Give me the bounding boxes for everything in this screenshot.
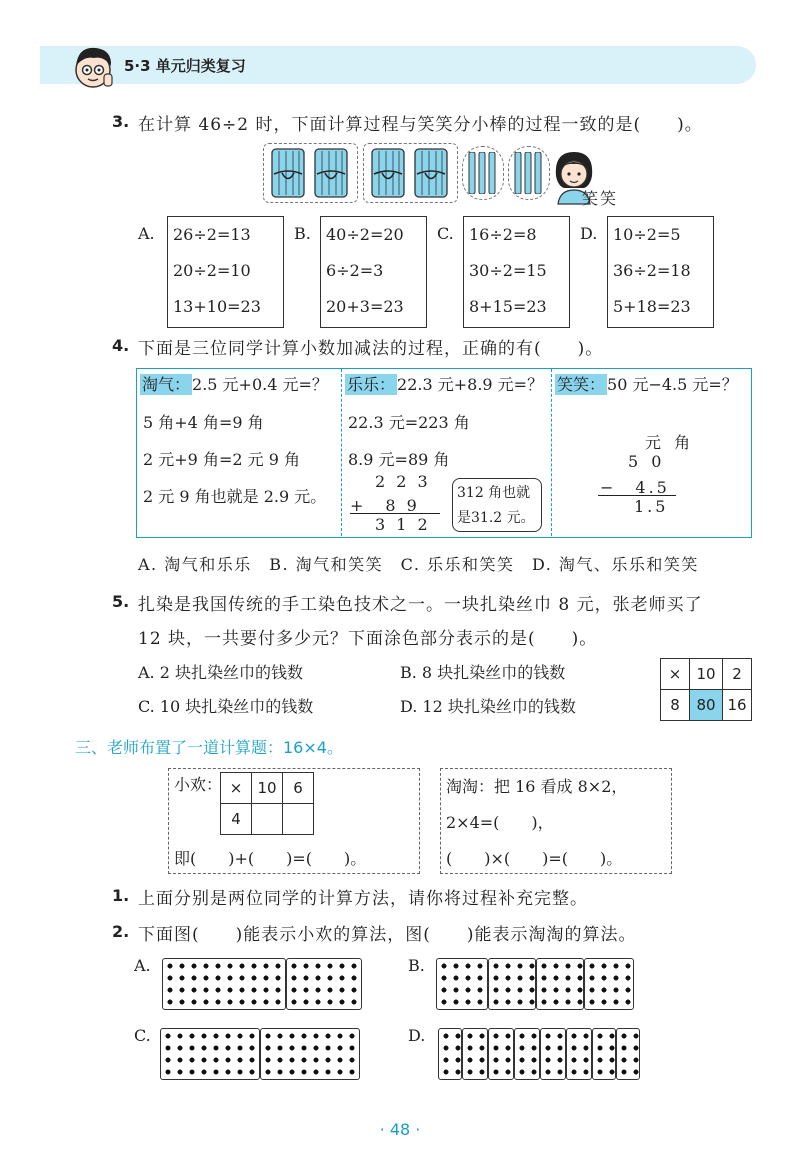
- calc-line: 26÷2=13: [173, 225, 251, 244]
- xiaohuan-equation: 即( )+( )=( )。: [174, 849, 367, 868]
- q5-text-line2: 12 块，一共要付多少元？下面涂色部分表示的是( )。: [138, 629, 598, 649]
- xiaohuan-name: 小欢：: [174, 775, 223, 794]
- table-cell: 2: [723, 659, 752, 690]
- dot-array-a-left: [162, 958, 286, 1010]
- calc-line: 20÷2=10: [173, 261, 251, 280]
- dot-array-d-8: [616, 1028, 640, 1080]
- grid-cell: ×: [221, 773, 252, 804]
- taoqi-step: 2 元 9 角也就是 2.9 元。: [143, 487, 327, 506]
- q5-option-c: C. 10 块扎染丝巾的钱数: [138, 697, 314, 716]
- q3-option-c-label: C.: [437, 224, 454, 243]
- figure-label-c: C.: [134, 1026, 151, 1045]
- q3-option-b-label: B.: [294, 224, 311, 243]
- dot-array-c-left: [160, 1028, 260, 1080]
- lele-problem: 22.3 元+8.9 元=？: [397, 375, 544, 394]
- lele-vertical-line: 3 1 2: [375, 515, 431, 534]
- q3-option-d-label: D.: [580, 224, 598, 243]
- page-number: · 48 ·: [379, 1120, 421, 1139]
- taoqi-step: 5 角+4 角=9 角: [143, 413, 264, 432]
- stick-bundle-icon: [270, 148, 306, 198]
- q3-option-b-box: [320, 216, 427, 328]
- section-label: 5·3 单元归类复习: [124, 57, 246, 75]
- dot-array-d-6: [566, 1028, 592, 1080]
- xiaoxiao-unit-header: 元 角: [645, 433, 695, 452]
- q5-number: 5.: [112, 592, 130, 611]
- q5-option-a: A. 2 块扎染丝巾的钱数: [138, 663, 303, 682]
- calc-line: 5+18=23: [613, 297, 691, 316]
- dot-array-b-3: [536, 958, 584, 1010]
- dot-array-d-1: [438, 1028, 462, 1080]
- answer-cell[interactable]: [252, 804, 283, 835]
- xiaoxiao-vertical-line: 5 0: [628, 452, 666, 471]
- q5-option-d: D. 12 块扎染丝巾的钱数: [400, 697, 576, 716]
- lele-step: 8.9 元=89 角: [348, 450, 450, 469]
- dot-array-d-2: [462, 1028, 488, 1080]
- q4-choices: A. 淘气和乐乐 B. 淘气和笑笑 C. 乐乐和笑笑 D. 淘气、乐乐和笑笑: [138, 555, 699, 574]
- q4-text: 下面是三位同学计算小数加减法的过程，正确的有( )。: [138, 339, 604, 359]
- taoqi-name: 淘气：: [142, 375, 191, 394]
- grid-cell: 10: [252, 773, 283, 804]
- figure-label-a: A.: [134, 956, 151, 975]
- taotao-line: 2×4=( )，: [446, 813, 554, 832]
- table-cell: 8: [661, 690, 690, 721]
- dot-array-b-1: [436, 958, 488, 1010]
- lele-note-line: 312 角也就: [457, 485, 531, 501]
- single-sticks-icon: [468, 152, 496, 194]
- figure-label-b: B.: [408, 956, 425, 975]
- panel-divider: [551, 369, 552, 536]
- lele-vertical-line: 2 2 3: [375, 472, 431, 491]
- xiaoxiao-name: 笑笑：: [557, 375, 606, 394]
- xiaoxiao-problem: 50 元−4.5 元=？: [607, 375, 738, 394]
- dot-array-b-2: [488, 958, 536, 1010]
- dot-array-c-right: [260, 1028, 360, 1080]
- table-cell: ×: [661, 659, 690, 690]
- q3-number: 3.: [112, 112, 130, 131]
- xiaoxiao-vertical-line: − 4.5: [600, 478, 670, 497]
- stick-bundle-icon: [370, 148, 406, 198]
- calc-line: 30÷2=15: [469, 261, 547, 280]
- student-avatar-icon: [66, 40, 120, 88]
- xiaoxiao-vertical-line: 1.5: [634, 497, 669, 516]
- vertical-rule: [350, 513, 440, 514]
- taotao-line: ( )×( )=( )。: [446, 849, 623, 868]
- single-sticks-icon: [514, 152, 542, 194]
- section-title: 三、老师布置了一道计算题：16×4。: [75, 738, 343, 757]
- xiaoxiao-problem-line: [555, 372, 738, 395]
- dot-array-a-right: [286, 958, 362, 1010]
- q4-number: 4.: [112, 336, 130, 355]
- stick-bundle-icon: [413, 148, 449, 198]
- dot-array-d-3: [488, 1028, 514, 1080]
- taoqi-problem: 2.5 元+0.4 元=？: [192, 375, 328, 394]
- grid-cell: 6: [283, 773, 314, 804]
- grid-cell: 4: [221, 804, 252, 835]
- taoqi-problem-line: [140, 372, 328, 395]
- figure-label-d: D.: [408, 1026, 426, 1045]
- vertical-rule: [598, 495, 676, 496]
- lele-problem-line: [345, 372, 543, 395]
- calc-line: 36÷2=18: [613, 261, 691, 280]
- q3-option-a-box: [167, 216, 284, 328]
- calc-line: 16÷2=8: [469, 225, 537, 244]
- q3-option-d-box: [607, 216, 714, 328]
- dot-array-d-5: [540, 1028, 566, 1080]
- lele-note-line: 是31.2 元。: [457, 510, 535, 526]
- dot-array-d-4: [514, 1028, 540, 1080]
- q5-option-b: B. 8 块扎染丝巾的钱数: [400, 663, 566, 682]
- calc-line: 10÷2=5: [613, 225, 681, 244]
- sub-q2-text: 下面图( )能表示小欢的算法，图( )能表示淘淘的算法。: [138, 925, 637, 945]
- sub-q1-number: 1.: [112, 886, 130, 905]
- shaded-cell: 80: [690, 690, 723, 721]
- lele-name: 乐乐：: [347, 375, 396, 394]
- table-cell: 16: [723, 690, 752, 721]
- calc-line: 8+15=23: [469, 297, 547, 316]
- lele-step: 22.3 元=223 角: [348, 413, 470, 432]
- q5-multiplication-table: [660, 658, 752, 721]
- figure-caption: 笑笑: [582, 189, 619, 208]
- panel-divider: [341, 369, 342, 536]
- q3-option-c-box: [463, 216, 570, 328]
- sub-q2-number: 2.: [112, 922, 130, 941]
- taotao-line: 淘淘：把 16 看成 8×2，: [446, 777, 628, 796]
- sub-q1-text: 上面分别是两位同学的计算方法，请你将过程补充完整。: [138, 889, 588, 909]
- calc-line: 13+10=23: [173, 297, 261, 316]
- calc-line: 20+3=23: [326, 297, 404, 316]
- answer-cell[interactable]: [283, 804, 314, 835]
- calc-line: 6÷2=3: [326, 261, 384, 280]
- dot-array-b-4: [584, 958, 634, 1010]
- taoqi-step: 2 元+9 角=2 元 9 角: [143, 450, 300, 469]
- lele-vertical-line: + 8 9: [350, 496, 420, 515]
- q3-text: 在计算 46÷2 时，下面计算过程与笑笑分小棒的过程一致的是( )。: [138, 115, 703, 135]
- dot-array-d-7: [592, 1028, 616, 1080]
- q3-option-a-label: A.: [138, 224, 155, 243]
- q5-text-line1: 扎染是我国传统的手工染色技术之一。一块扎染丝巾 8 元，张老师买了: [138, 595, 703, 615]
- calc-line: 40÷2=20: [326, 225, 404, 244]
- table-cell: 10: [690, 659, 723, 690]
- xiaohuan-grid: [220, 772, 314, 835]
- stick-bundle-icon: [313, 148, 349, 198]
